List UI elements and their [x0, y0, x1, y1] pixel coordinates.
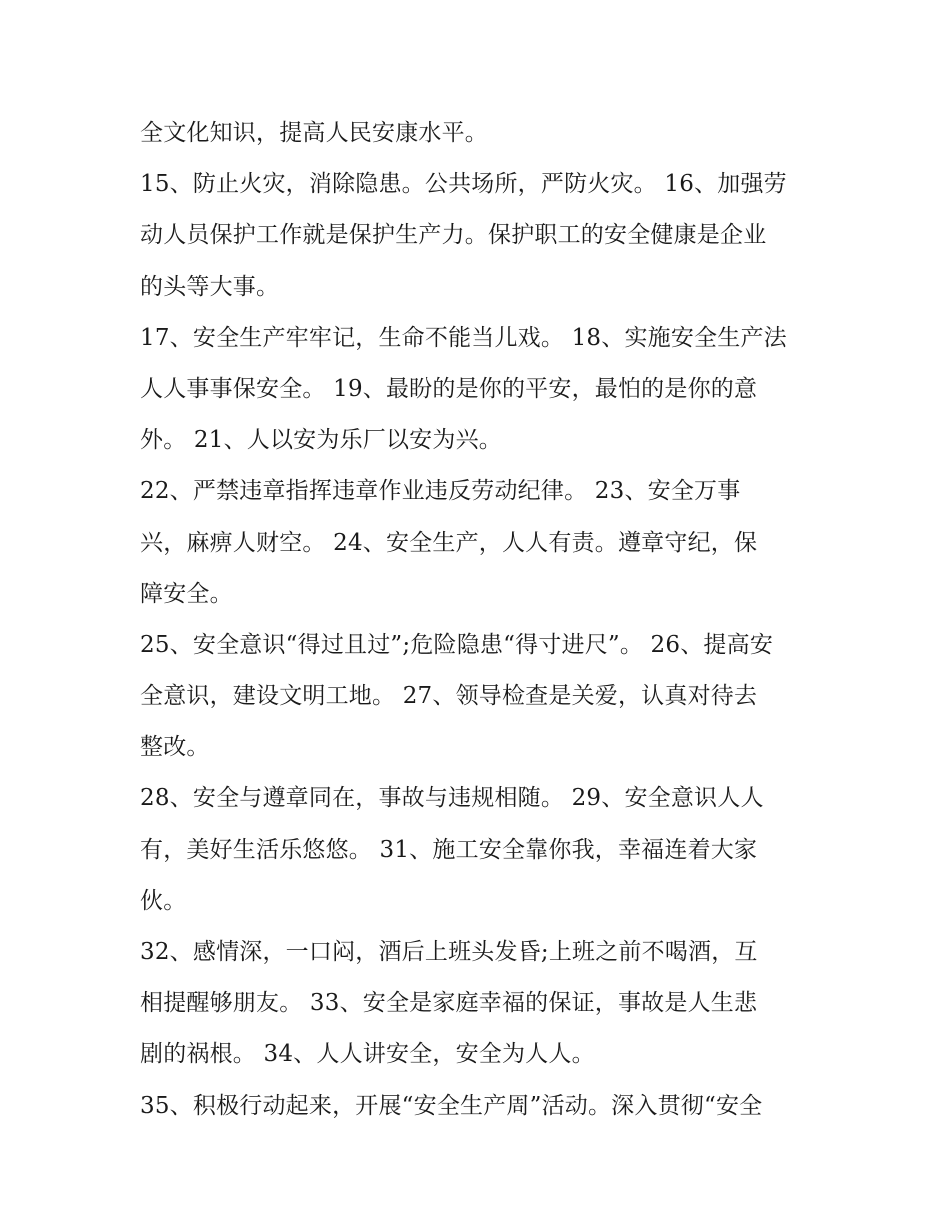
text-line: 22、严禁违章指挥违章作业违反劳动纪律。 23、安全万事	[140, 478, 741, 505]
text-line: 障安全。	[140, 580, 233, 607]
text-line: 剧的祸根。 34、人人讲安全，安全为人人。	[140, 1041, 595, 1068]
text-line: 相提醒够朋友。 33、安全是家庭幸福的保证，事故是人生悲	[140, 990, 758, 1017]
text-line: 整改。	[140, 734, 210, 761]
text-line: 全文化知识，提高人民安康水平。	[140, 120, 488, 146]
text-line: 17、安全生产牢牢记，生命不能当儿戏。 18、实施安全生产法	[140, 324, 787, 351]
text-line: 动人员保护工作就是保护生产力。保护职工的安全健康是企业	[140, 222, 767, 249]
text-line: 兴，麻痹人财空。 24、安全生产，人人有责。遵章守纪，保	[140, 529, 758, 556]
document-body	[140, 108, 820, 1132]
text-line: 32、感情深，一口闷，酒后上班头发昏;上班之前不喝酒，互	[140, 939, 758, 965]
text-line: 15、防止火灾，消除隐患。公共场所，严防火灾。 16、加强劳	[140, 171, 787, 198]
text-line: 的头等大事。	[140, 273, 280, 300]
text-line: 35、积极行动起来，开展“安全生产周”活动。深入贯彻“安全	[140, 1092, 763, 1119]
text-line: 人人事事保安全。 19、最盼的是你的平安，最怕的是你的意	[140, 375, 758, 402]
text-line: 伙。	[140, 887, 187, 914]
text-line: 有，美好生活乐悠悠。 31、施工安全靠你我，幸福连着大家	[140, 836, 758, 863]
text-line: 25、安全意识“得过且过”;危险隐患“得寸进尺”。 26、提高安	[140, 631, 774, 658]
text-line: 全意识，建设文明工地。 27、领导检查是关爱，认真对待去	[140, 683, 758, 710]
text-line: 外。 21、人以安为乐厂以安为兴。	[140, 427, 502, 454]
text-line: 28、安全与遵章同在，事故与违规相随。 29、安全意识人人	[140, 785, 764, 812]
